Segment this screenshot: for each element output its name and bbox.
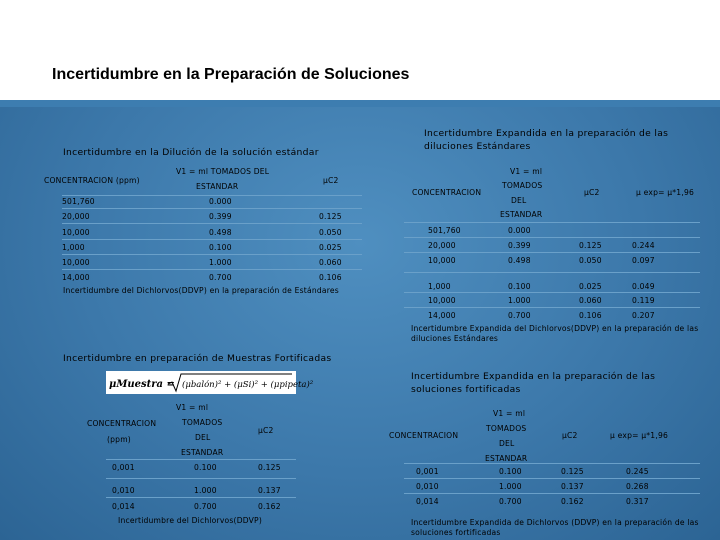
- formula-graphic: [106, 371, 314, 394]
- fort-col-ppm: (ppm): [107, 435, 131, 444]
- table-cell: 0.050: [319, 228, 342, 237]
- table-cell: 0,001: [112, 463, 135, 472]
- table-cell: 501,760: [62, 197, 95, 206]
- table-cell: 0.207: [632, 311, 655, 320]
- row-divider: [106, 478, 296, 479]
- row-divider: [62, 254, 362, 255]
- table-cell: 0.700: [209, 273, 232, 282]
- table-cell: 10,000: [62, 258, 90, 267]
- exp-est-col-uexp: μ exp= μ*1,96: [636, 188, 695, 197]
- table-cell: 0.049: [632, 282, 655, 291]
- fort-col-v1b: TOMADOS: [182, 418, 223, 427]
- fort-col-v1d: ESTANDAR: [181, 448, 224, 457]
- title-rule: [0, 100, 720, 107]
- table-cell: 0.317: [626, 497, 649, 506]
- fort-col-conc: CONCENTRACION: [87, 419, 157, 428]
- exp-fort-col-uexp: μ exp= μ*1,96: [610, 431, 669, 440]
- exp-fort-col-conc: CONCENTRACION: [389, 431, 459, 440]
- row-divider: [404, 478, 700, 479]
- table-cell: 0.100: [194, 463, 217, 472]
- row-divider: [404, 237, 700, 238]
- expandida-fortificadas-note: Incertidumbre Expandida de Dichlorvos (DDVP) en la preparación de las soluciones fortificadas: [411, 518, 699, 537]
- fort-col-v1: V1 = ml: [176, 403, 209, 412]
- table-cell: 0,014: [416, 497, 439, 506]
- exp-est-col-v1: V1 = ml: [510, 167, 543, 176]
- table-cell: 10,000: [428, 296, 456, 305]
- exp-fort-col-v1: V1 = ml: [493, 409, 526, 418]
- table-cell: 1.000: [209, 258, 232, 267]
- exp-fort-col-v1b: TOMADOS: [486, 424, 527, 433]
- table-cell: 0.137: [258, 486, 281, 495]
- expandida-estandares-note: Incertidumbre Expandida del Dichlorvos(DDVP) en la preparación de las diluciones Estándares: [411, 324, 699, 343]
- dilucion-note: Incertidumbre del Dichlorvos(DDVP) en la preparación de Estándares: [63, 286, 339, 295]
- formula-box: [106, 371, 314, 394]
- table-cell: 0.125: [561, 467, 584, 476]
- row-divider: [404, 493, 700, 494]
- exp-est-col-uc2: μC2: [584, 188, 600, 197]
- expandida-estandares-heading: Incertidumbre Expandida en la preparación de las diluciones Estándares: [424, 128, 669, 152]
- dilucion-heading: Incertidumbre en la Dilución de la solución estándar: [63, 147, 319, 158]
- table-cell: 1.000: [194, 486, 217, 495]
- exp-fort-col-v1d: ESTANDAR: [485, 454, 528, 463]
- table-cell: 0.125: [258, 463, 281, 472]
- table-cell: 0,001: [416, 467, 439, 476]
- table-cell: 0.100: [508, 282, 531, 291]
- table-cell: 0.162: [561, 497, 584, 506]
- divider: [404, 463, 700, 464]
- table-cell: 0.399: [508, 241, 531, 250]
- table-cell: 0.119: [632, 296, 655, 305]
- table-cell: 20,000: [62, 212, 90, 221]
- expandida-fortificadas-heading: Incertidumbre Expandida en la preparación de las soluciones fortificadas: [411, 371, 656, 395]
- fort-col-uc2: μC2: [258, 426, 274, 435]
- divider: [106, 459, 296, 460]
- table-cell: 0.162: [258, 502, 281, 511]
- table-cell: 14,000: [428, 311, 456, 320]
- table-cell: 0.050: [579, 256, 602, 265]
- page-title: Incertidumbre en la Preparación de Soluciones: [52, 66, 410, 83]
- table-cell: 0.097: [632, 256, 655, 265]
- divider: [404, 222, 700, 223]
- table-cell: 0.700: [194, 502, 217, 511]
- table-cell: 1,000: [428, 282, 451, 291]
- table-cell: 0.100: [209, 243, 232, 252]
- table-cell: 0.000: [209, 197, 232, 206]
- dilucion-col-uc2: μC2: [323, 176, 339, 185]
- table-cell: 0,010: [416, 482, 439, 491]
- row-divider: [404, 307, 700, 308]
- row-divider: [62, 269, 362, 270]
- dilucion-col-v1b: ESTANDAR: [196, 182, 239, 191]
- exp-est-col-v1c: DEL: [511, 196, 527, 205]
- formula-rhs: (μbalón)² + (μSi)² + (μpipeta)²: [182, 380, 314, 390]
- table-cell: 1,000: [62, 243, 85, 252]
- table-cell: 0.268: [626, 482, 649, 491]
- title-bar: [0, 0, 720, 107]
- exp-est-col-conc: CONCENTRACION: [412, 188, 482, 197]
- table-cell: 0.025: [319, 243, 342, 252]
- row-divider: [404, 252, 700, 253]
- table-cell: 0,010: [112, 486, 135, 495]
- dilucion-col-conc: CONCENTRACION (ppm): [44, 176, 140, 185]
- table-cell: 0.100: [499, 467, 522, 476]
- table-cell: 10,000: [62, 228, 90, 237]
- table-cell: 0.106: [319, 273, 342, 282]
- exp-fort-col-uc2: μC2: [562, 431, 578, 440]
- table-cell: 0.498: [508, 256, 531, 265]
- table-cell: 0.700: [508, 311, 531, 320]
- table-cell: 14,000: [62, 273, 90, 282]
- table-cell: 0.399: [209, 212, 232, 221]
- table-cell: 0.245: [626, 467, 649, 476]
- dilucion-col-v1: V1 = ml TOMADOS DEL: [176, 167, 270, 176]
- table-cell: 0.700: [499, 497, 522, 506]
- fortificadas-note: Incertidumbre del Dichlorvos(DDVP): [118, 516, 262, 525]
- table-cell: 0.025: [579, 282, 602, 291]
- table-cell: 10,000: [428, 256, 456, 265]
- table-cell: 1.000: [508, 296, 531, 305]
- table-cell: 0.498: [209, 228, 232, 237]
- table-cell: 0.244: [632, 241, 655, 250]
- fortificadas-heading: Incertidumbre en preparación de Muestras Fortificadas: [63, 353, 332, 364]
- row-divider: [62, 239, 362, 240]
- exp-fort-col-v1c: DEL: [499, 439, 515, 448]
- table-cell: 0.125: [319, 212, 342, 221]
- table-cell: 0.060: [579, 296, 602, 305]
- table-cell: 0.137: [561, 482, 584, 491]
- table-cell: 0,014: [112, 502, 135, 511]
- table-cell: 0.000: [508, 226, 531, 235]
- row-divider: [62, 223, 362, 224]
- exp-est-col-v1d: ESTANDAR: [500, 210, 543, 219]
- table-cell: 0.125: [579, 241, 602, 250]
- exp-est-col-v1b: TOMADOS: [502, 181, 543, 190]
- table-cell: 1.000: [499, 482, 522, 491]
- table-cell: 0.106: [579, 311, 602, 320]
- divider: [62, 195, 362, 196]
- formula-lhs: μMuestra =: [109, 379, 175, 390]
- row-divider: [62, 208, 362, 209]
- table-cell: 0.060: [319, 258, 342, 267]
- table-cell: 501,760: [428, 226, 461, 235]
- fort-col-v1c: DEL: [195, 433, 211, 442]
- row-divider: [404, 292, 700, 293]
- table-cell: 20,000: [428, 241, 456, 250]
- row-divider: [106, 497, 296, 498]
- row-divider: [404, 272, 700, 273]
